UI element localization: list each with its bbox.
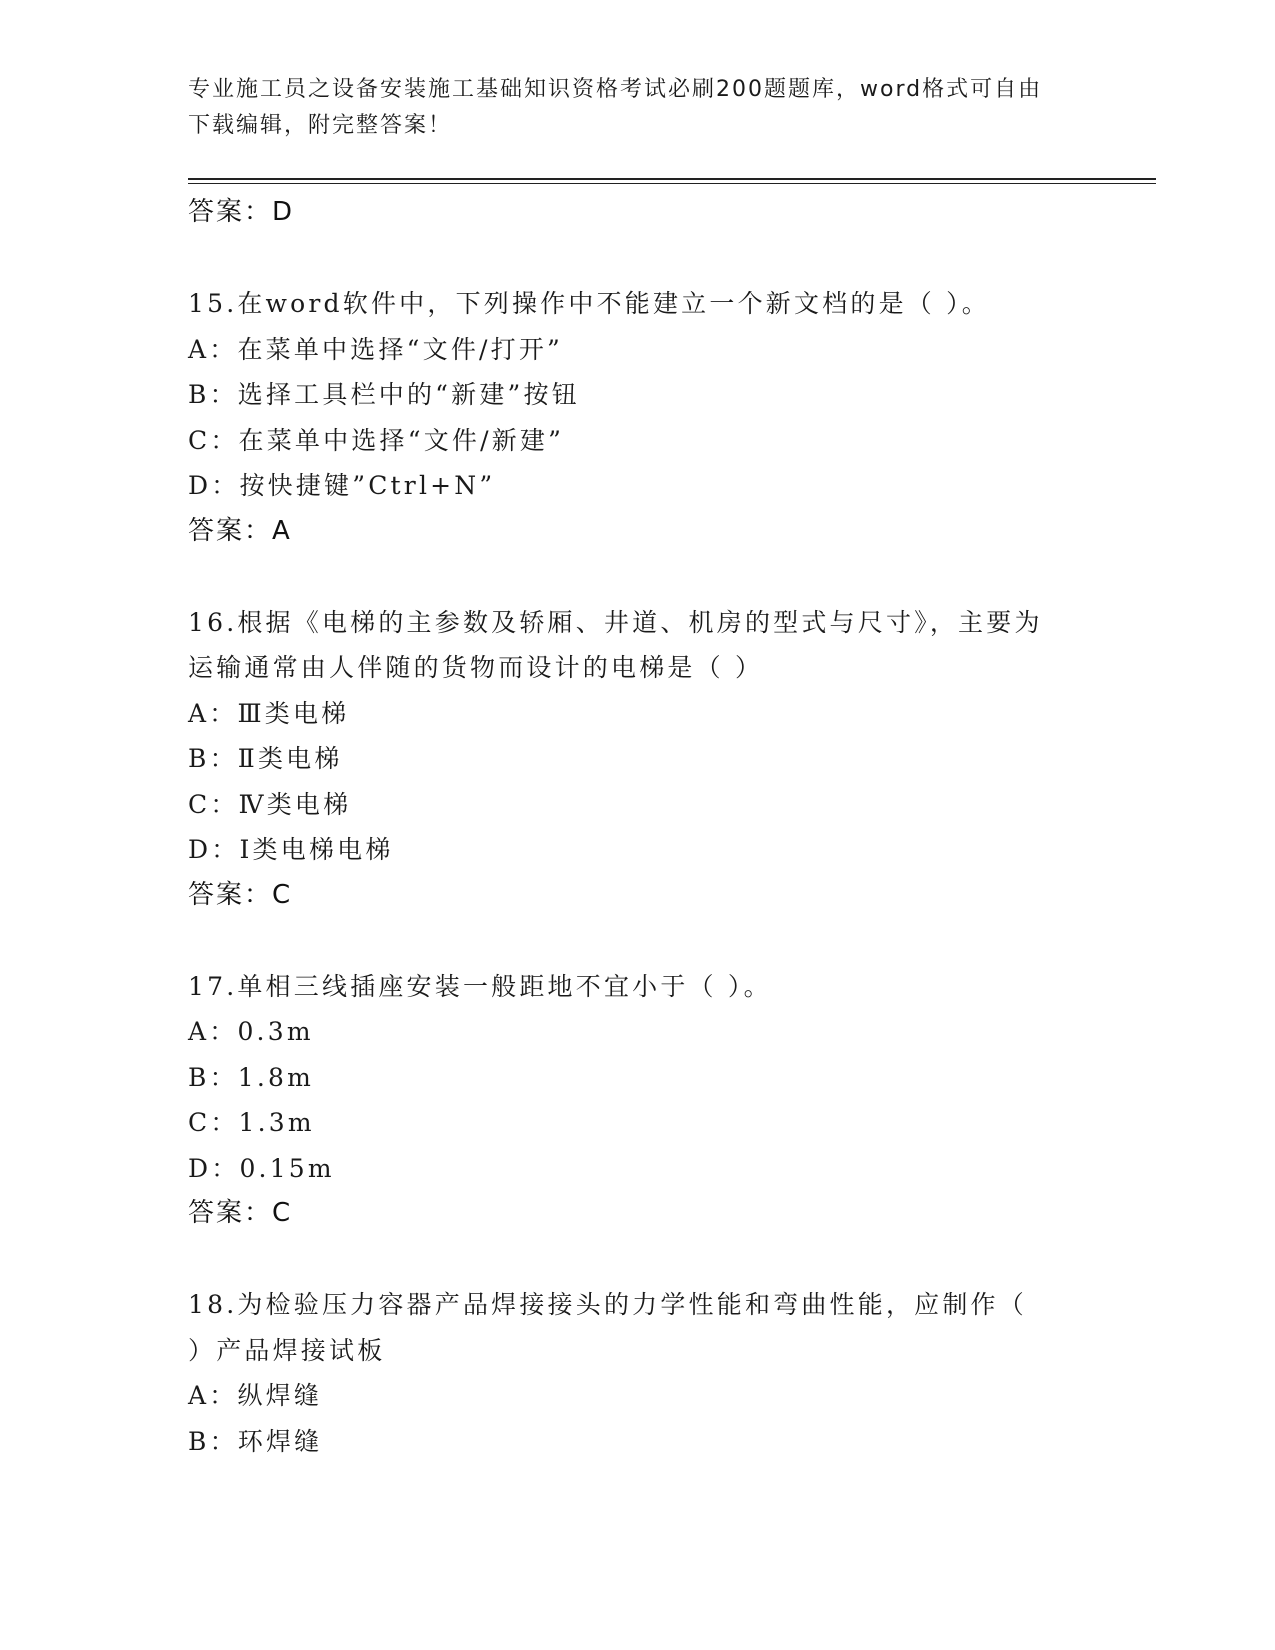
option-c: C：1.3m [188, 1108, 315, 1137]
option-b: B：环焊缝 [188, 1426, 323, 1456]
option-d: D：0.15m [188, 1153, 335, 1183]
option-a: A：Ⅲ类电梯 [188, 698, 350, 728]
answer-line: 答案：C [188, 879, 293, 910]
question-stem: 15.在word软件中，下列操作中不能建立一个新文档的是（ ）。 [188, 289, 991, 318]
option-d: D：Ⅰ类电梯电梯 [188, 835, 394, 864]
option-b: B：1.8m [188, 1062, 315, 1092]
spacer [188, 918, 1088, 964]
question-stem: 18.为检验压力容器产品焊接接头的力学性能和弯曲性能，应制作（ [188, 1290, 1027, 1319]
question-stem: 17.单相三线插座安装一般距地不宜小于（ ）。 [188, 971, 772, 1001]
answer-line: 答案：A [188, 515, 292, 546]
header-divider-thin [188, 183, 1156, 184]
header-line-2: 下载编辑，附完整答案！ [188, 113, 453, 138]
spacer [188, 236, 1088, 282]
question-block [188, 281, 1088, 554]
option-a: A：在菜单中选择“文件/打开” [188, 334, 564, 364]
answer-line: 答案：C [188, 1198, 293, 1228]
question-block [188, 1282, 1088, 1464]
question-block [188, 600, 1088, 919]
option-b: B：选择工具栏中的“新建”按钮 [188, 380, 580, 409]
option-c: C：Ⅳ类电梯 [188, 789, 352, 819]
question-stem: 16.根据《电梯的主参数及轿厢、井道、机房的型式与尺寸》，主要为 [188, 607, 1043, 637]
question-block [188, 964, 1088, 1237]
question-stem-continued: ）产品焊接试板 [188, 1335, 386, 1365]
document-body [188, 190, 1088, 1464]
option-a: A：0.3m [188, 1017, 314, 1046]
spacer [188, 554, 1088, 600]
option-b: B：Ⅱ类电梯 [188, 744, 343, 773]
question-stem-continued: 运输通常由人伴随的货物而设计的电梯是（ ） [188, 653, 764, 682]
header-divider-thick [188, 178, 1156, 180]
answer-line: 答案：D [188, 197, 295, 227]
option-a: A：纵焊缝 [188, 1381, 323, 1410]
option-d: D：按快捷键”Ctrl+N” [188, 471, 496, 500]
document-header [188, 72, 1088, 144]
option-c: C：在菜单中选择“文件/新建” [188, 425, 565, 455]
spacer [188, 1237, 1088, 1283]
header-line-1: 专业施工员之设备安装施工基础知识资格考试必刷200题题库，word格式可自由 [188, 77, 1043, 102]
